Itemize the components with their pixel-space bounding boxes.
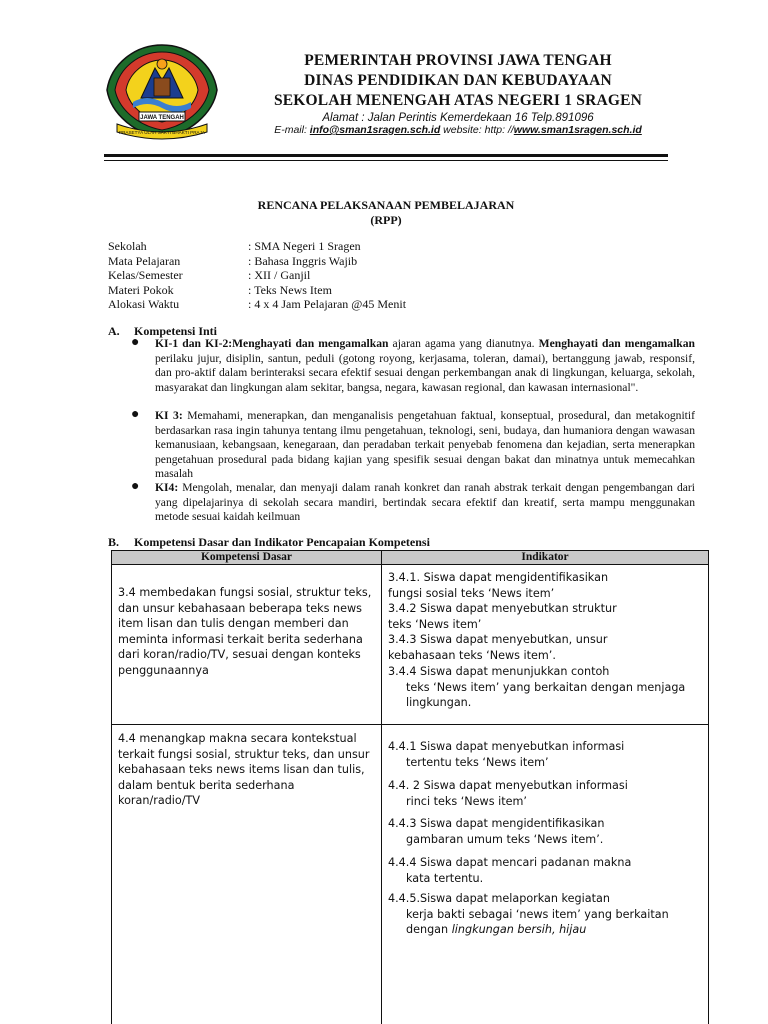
- indicator-4-4-4: 4.4.4 Siswa dapat mencari padanan makna kata tertentu.: [388, 856, 632, 885]
- title-line-2: (RPP): [370, 213, 402, 227]
- section-b-heading: B. Kompetensi Dasar dan Indikator Pencapaian Kompetensi: [108, 535, 430, 549]
- letterhead-department: DINAS PENDIDIKAN DAN KEBUDAYAAN: [304, 72, 612, 89]
- table-row-2-kd: [111, 724, 382, 1024]
- identity-value: : SMA Negeri 1 Sragen: [248, 239, 361, 253]
- provincial-emblem-logo: [103, 42, 221, 142]
- bullet-ki12: ●: [131, 335, 140, 350]
- indicator-3-4-1: 3.4.1. Siswa dapat mengidentifikasikan fungsi sosial teks ‘News item’: [388, 571, 609, 600]
- indicator-3-4-3: 3.4.3 Siswa dapat menyebutkan, unsur kebahasaan teks ‘News item’.: [388, 633, 608, 662]
- identity-row-school: [108, 239, 361, 254]
- logo-banner: PRASETYA ULAH SAKTI BHAKTI PRAJA: [119, 130, 205, 135]
- email-link[interactable]: info@sman1sragen.sch.id: [309, 124, 441, 136]
- bullet-ki4: ●: [131, 479, 140, 494]
- table-header-indicator: Indikator: [381, 550, 709, 565]
- letterhead-government: PEMERINTAH PROVINSI JAWA TENGAH: [304, 52, 612, 69]
- email-prefix: E-mail:: [274, 124, 307, 136]
- identity-label: Mata Pelajaran: [108, 253, 181, 268]
- indicator-4-4-1: 4.4.1 Siswa dapat menyebutkan informasi tertentu teks ‘News item’: [388, 740, 625, 769]
- indicator-3-4-2: 3.4.2 Siswa dapat menyebutkan struktur teks ‘News item’: [388, 602, 617, 631]
- kd-3-4-text: 3.4 membedakan fungsi sosial, struktur teks, dan unsur kebahasaan beberapa teks news item lisan dan tulis dengan memberi dan meminta informasi terkait berita sederhana dari koran/radio/TV, sesuai dengan konteks penggunaannya: [118, 586, 372, 677]
- ki12-paragraph: KI-1 dan KI-2:Menghayati dan mengamalkan ajaran agama yang dianutnya. Menghayati dan mengamalkan perilaku jujur, disiplin, santun, peduli (gotong royong, kerjasama, toleran, damai), bertanggung jawab, responsif, dan pro-aktif dalam berinteraksi secara efektif sesuai dengan perkembangan anak di lingkungan, keluarga, sekolah, masyarakat dan lingkungan alam sekitar, bangsa, negara, kawasan regional, dan kawasan internasional".: [155, 337, 695, 394]
- identity-value: : Bahasa Inggris Wajib: [248, 253, 358, 268]
- identity-row-time: [108, 297, 406, 312]
- table-row-1-indicator: [381, 564, 709, 725]
- letterhead-contact: [236, 124, 680, 136]
- identity-label: Sekolah: [108, 239, 147, 253]
- logo-label: JAWA TENGAH: [140, 115, 184, 121]
- ki3-paragraph: KI 3: Memahami, menerapkan, dan menganalisis pengetahuan faktual, konseptual, prosedural, dan metakognitif berdasarkan rasa ingin tahunya tentang ilmu pengetahuan, teknologi, seni, budaya, dan humaniora dengan wawasan kemanusiaan, kebangsaan, kenegaraan, dan peradaban terkait penyebab fenomena dan kejadian, serta menerapkan pengetahuan prosedural pada bidang kajian yang spesifik sesuai dengan bakat dan minatnya untuk memecahkan masalah: [155, 409, 695, 481]
- indicator-4-4-5: 4.4.5.Siswa dapat melaporkan kegiatan kerja bakti sebagai ‘news item’ yang berkaitan dengan lingkungan bersih, hijau: [388, 892, 669, 936]
- indicator-4-4-3: 4.4.3 Siswa dapat mengidentifikasikan gambaran umum teks ‘News item’.: [388, 817, 605, 846]
- identity-label: Alokasi Waktu: [108, 297, 180, 311]
- section-a-heading: A. Kompetensi Inti: [108, 324, 218, 338]
- kd-4-4-text: 4.4 menangkap makna secara kontekstual terkait fungsi sosial, struktur teks, dan unsur kebahasaan teks news items lisan dan tulis, dalam bentuk berita sederhana koran/radio/TV: [118, 732, 370, 807]
- table-row-1-kd: [111, 564, 382, 725]
- indicator-3-4-4: 3.4.4 Siswa dapat menunjukkan contoh teks ‘News item’ yang berkaitan dengan menjaga lingkungan.: [388, 665, 686, 709]
- identity-row-subject: [108, 254, 357, 269]
- website-link[interactable]: www.sman1sragen.sch.id: [513, 124, 642, 136]
- identity-value: : 4 x 4 Jam Pelajaran @45 Menit: [248, 297, 407, 311]
- letterhead-rule-thick: [104, 154, 668, 157]
- identity-label: Materi Pokok: [108, 282, 174, 297]
- identity-row-topic: [108, 283, 332, 298]
- identity-value: : XII / Ganjil: [248, 268, 311, 282]
- identity-value: : Teks News Item: [248, 282, 332, 297]
- title-line-1: RENCANA PELAKSANAAN PEMBELAJARAN: [257, 198, 515, 212]
- indicator-4-4-2: 4.4. 2 Siswa dapat menyebutkan informasi rinci teks ‘News item’: [388, 779, 628, 808]
- letterhead-rule-thin: [104, 160, 668, 161]
- letterhead-address: Alamat : Jalan Perintis Kemerdekaan 16 Telp.891096: [322, 112, 594, 124]
- website-prefix: website: http: //: [443, 124, 514, 136]
- identity-label: Kelas/Semester: [108, 268, 183, 282]
- bullet-ki3: ●: [131, 407, 140, 422]
- document-title: [104, 198, 668, 228]
- table-row-2-indicator: [381, 724, 709, 1024]
- table-header-kd: Kompetensi Dasar: [111, 550, 382, 565]
- ki4-paragraph: KI4: Mengolah, menalar, dan menyaji dalam ranah konkret dan ranah abstrak terkait dengan pengembangan dari yang dipelajarinya di sekolah secara mandiri, bertindak secara efektif dan kreatif, serta mampu menggunakan metode sesuai kaidah keilmuan: [155, 481, 695, 524]
- letterhead-school: SEKOLAH MENENGAH ATAS NEGERI 1 SRAGEN: [273, 92, 643, 109]
- identity-row-class: [108, 268, 310, 283]
